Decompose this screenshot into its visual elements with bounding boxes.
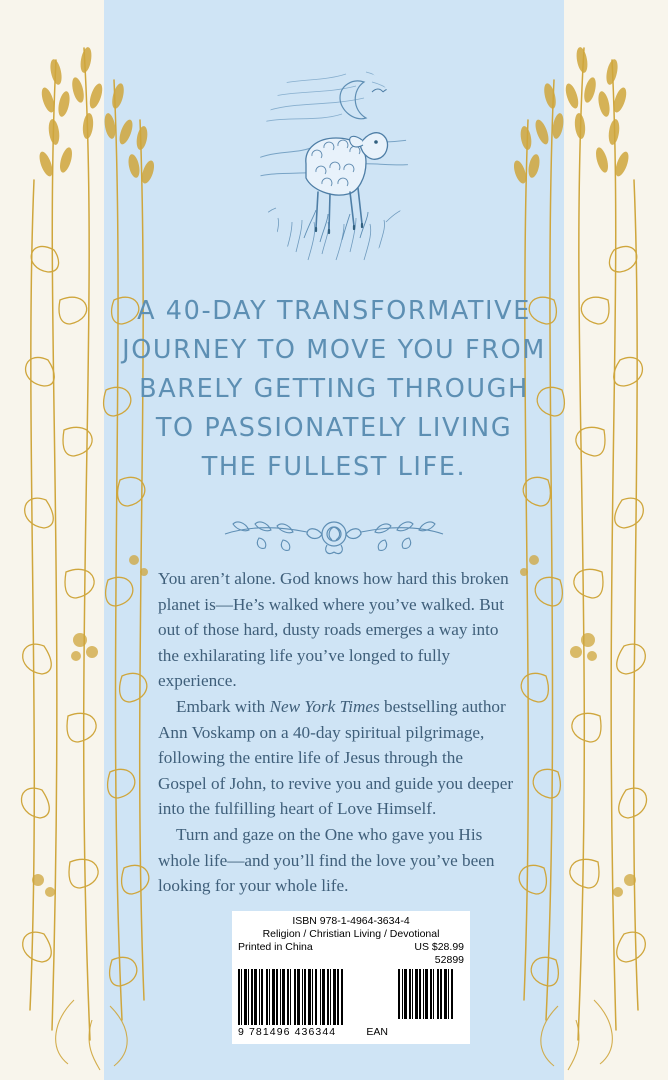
description-paragraph-2 <box>158 694 514 822</box>
description-paragraph-1: You aren’t alone. God knows how hard this broken planet is—He’s walked where you’ve walked. But out of those hard, dusty roads emerges a way into the exhilarating life you’ve longed to fully experience. <box>158 569 509 691</box>
lamb-in-landscape-illustration <box>246 52 422 276</box>
isbn-text: ISBN 978-1-4964-3634-4 <box>292 915 410 927</box>
headline-line-2: JOURNEY TO MOVE YOU FROM <box>122 335 546 365</box>
paragraph-2-pre: Embark with <box>176 696 270 716</box>
floral-rose-divider <box>219 512 449 556</box>
category-text: Religion / Christian Living / Devotional <box>262 928 440 940</box>
description-text <box>158 566 514 899</box>
price-code-text: 52899 <box>434 954 464 966</box>
headline-line-4: TO PASSIONATELY LIVING <box>155 413 513 443</box>
ean-digits-text: 9 781496 436344 <box>238 1026 337 1038</box>
headline-line-1: A 40-DAY TRANSFORMATIVE <box>137 296 531 326</box>
price-barcode-bars <box>398 969 464 1038</box>
right-cream-margin <box>564 0 668 1080</box>
headline-line-5: THE FULLEST LIFE. <box>201 452 467 482</box>
description-paragraph-3: Turn and gaze on the One who gave you His whole life—and you’ll find the love you’ve been looking for your whole life. <box>158 824 495 896</box>
paragraph-2-post: bestselling author Ann Voskamp on a 40-day spiritual pilgrimage, following the entire life of Jesus through the Gospel of John, to revive you and guide you deeper into the fulfilling heart of Love Himself. <box>158 696 514 819</box>
printed-in-text: Printed in China <box>238 941 313 953</box>
price-text: US $28.99 <box>414 941 464 953</box>
headline-line-3: BARELY GETTING THROUGH <box>139 374 529 404</box>
left-cream-margin <box>0 0 104 1080</box>
ean-barcode-bars <box>238 969 388 1038</box>
publication-name: New York Times <box>269 696 380 716</box>
ean-label-text: EAN <box>366 1026 388 1038</box>
page-title <box>104 292 564 487</box>
barcode-block <box>232 911 470 1044</box>
